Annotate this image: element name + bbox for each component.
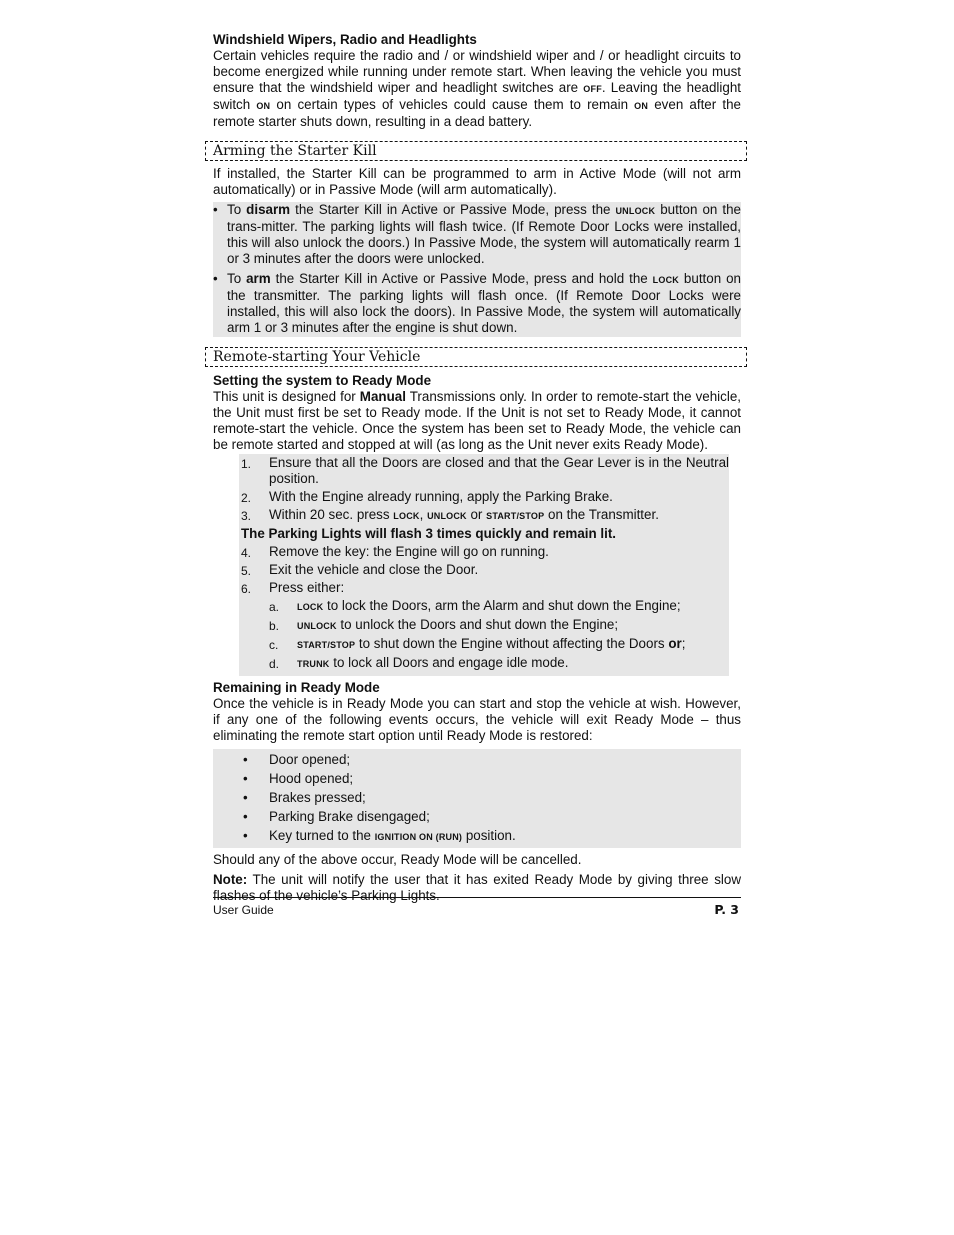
list-item-step-3 — [239, 507, 729, 524]
event-text: Key turned to the — [269, 828, 375, 843]
event-text: Parking Brake disengaged; — [269, 809, 430, 824]
section-title-starter-kill: Arming the Starter Kill — [205, 141, 747, 161]
starter-kill-bullets — [213, 202, 741, 337]
ready-mode-paragraph — [213, 389, 741, 453]
option-letter: a. — [269, 600, 280, 614]
bullet-icon: • — [213, 271, 218, 286]
option-letter: c. — [269, 638, 279, 652]
list-item-option-a — [269, 598, 729, 615]
list-item-step-2 — [239, 489, 729, 505]
list-item-event — [213, 769, 741, 788]
step-text: Remove the key: the Engine will go on running. — [269, 544, 549, 559]
bullet-icon: • — [243, 828, 248, 843]
list-item-option-b — [269, 617, 729, 634]
event-text-end: position. — [462, 828, 516, 843]
arm-mid: the Starter Kill in Active or Passive Mode, press and hold the — [270, 271, 653, 286]
step-number: 3. — [241, 509, 252, 523]
disarm-pre: To — [227, 202, 247, 217]
step-text: Within 20 sec. press — [269, 507, 394, 522]
list-item-option-c — [269, 636, 729, 653]
bullet-icon: • — [243, 752, 248, 767]
wipers-heading: Windshield Wipers, Radio and Headlights — [213, 32, 477, 47]
list-item-arm — [213, 271, 741, 336]
lock-keyword: LOCK — [652, 275, 679, 285]
list-item-option-d — [269, 655, 729, 672]
arm-pre: To — [227, 271, 247, 286]
list-item-step-6 — [239, 580, 729, 672]
step-number: 4. — [241, 546, 252, 560]
option-letter: d. — [269, 657, 280, 671]
arm-post: button on the transmitter. The parking lights will flash once. (If Remote Door Locks were installed, this will also lock the doors). In Passive Mode, the system will automatically arm 1 or 3 minutes after the engine is shut down. — [227, 271, 741, 335]
off-keyword: OFF — [583, 84, 602, 94]
ignition-keyword: IGNITION ON (RUN) — [374, 832, 463, 842]
remain-heading: Remaining in Ready Mode — [213, 680, 380, 695]
option-letter: b. — [269, 619, 280, 633]
step-number: 1. — [241, 457, 252, 471]
start-stop-keyword: START/STOP — [486, 511, 545, 521]
disarm-post: button on the trans-mitter. The parking lights will flash twice. (If Remote Door Locks were installed, this will also unlock the doors.) In Passive Mode, the system will automatically rearm 1 or 3 minutes after the doors were unlocked. — [227, 202, 741, 266]
wipers-text-4: even after the remote starter shuts down, resulting in a dead battery. — [213, 97, 741, 129]
semicolon: ; — [681, 636, 686, 651]
unlock-keyword: UNLOCK — [615, 206, 656, 216]
bullet-icon: • — [243, 771, 248, 786]
list-item-step-4 — [239, 544, 729, 560]
section-title-remote-starting: Remote-starting Your Vehicle — [205, 347, 747, 367]
wipers-text-1: Certain vehicles require the radio and / or windshield wiper and / or headlight circuits to become energized while running under remote start. When leaving the vehicle you must ensure that the windshield wiper and headlight switches are — [213, 48, 741, 95]
arm-bold: arm — [246, 271, 271, 286]
bullet-icon: • — [213, 202, 218, 217]
flash-note: The Parking Lights will flash 3 times quickly and remain lit. — [241, 526, 617, 541]
remain-paragraph: Once the vehicle is in Ready Mode you can start and stop the vehicle at wish. However, if any one of the following events occurs, the vehicle will exit Ready Mode – thus eliminating the remote start option until Ready Mode is restored: — [213, 696, 741, 743]
option-text: to shut down the Engine without affecting the Doors — [355, 636, 669, 651]
on-keyword: ON — [634, 101, 649, 111]
lock-keyword: LOCK — [393, 511, 420, 521]
page-number: P. 3 — [714, 902, 739, 917]
lock-keyword: LOCK — [297, 602, 324, 612]
exit-events-list — [213, 749, 741, 848]
start-stop-keyword: START/STOP — [297, 640, 356, 650]
list-item-step-5 — [239, 562, 729, 578]
list-item-disarm — [213, 202, 741, 267]
event-text: Brakes pressed; — [269, 790, 366, 805]
footer-title: User Guide — [213, 903, 274, 917]
ready-mode-steps — [239, 454, 729, 676]
unlock-keyword: UNLOCK — [297, 621, 337, 631]
cancel-paragraph: Should any of the above occur, Ready Mode will be cancelled. — [213, 852, 582, 867]
list-item-step-1 — [239, 455, 729, 487]
unlock-keyword: UNLOCK — [427, 511, 467, 521]
page-content — [213, 32, 741, 904]
list-item-event — [213, 807, 741, 826]
step-number: 5. — [241, 564, 252, 578]
wipers-text-3: on certain types of vehicles could cause them to remain — [270, 97, 635, 112]
step-text: Press either: — [269, 580, 345, 595]
disarm-mid: the Starter Kill in Active or Passive Mode, press the — [290, 202, 616, 217]
ready-bold: Manual — [359, 389, 406, 404]
ready-pre: This unit is designed for — [213, 389, 360, 404]
bullet-icon: • — [243, 790, 248, 805]
note-text: The unit will notify the user that it has exited Ready Mode by giving three slow flashes of the vehicle’s Parking Lights. — [213, 872, 741, 903]
ready-post: Transmissions only. In order to remote-start the vehicle, the Unit must first be set to Ready mode. If the Unit is not set to Ready Mode, it cannot remote-start the vehicle. Once the system has been set to Ready Mode, the vehicle can be remote started and stopped at will (as long as the Unit never exits Ready Mode). — [213, 389, 741, 452]
step-number: 6. — [241, 582, 252, 596]
starter-kill-intro: If installed, the Starter Kill can be programmed to arm in Active Mode (will not arm automatically) or in Passive Mode (will arm automatically). — [213, 166, 741, 197]
list-item-event — [213, 750, 741, 769]
disarm-bold: disarm — [246, 202, 291, 217]
option-text: to lock all Doors and engage idle mode. — [329, 655, 569, 670]
event-text: Door opened; — [269, 752, 351, 767]
step-text-end: on the Transmitter. — [544, 507, 659, 522]
or-text: or — [466, 507, 487, 522]
step-text: Exit the vehicle and close the Door. — [269, 562, 479, 577]
on-keyword: ON — [256, 101, 271, 111]
event-text: Hood opened; — [269, 771, 354, 786]
option-text: to unlock the Doors and shut down the Engine; — [336, 617, 619, 632]
bullet-icon: • — [243, 809, 248, 824]
trunk-keyword: TRUNK — [297, 659, 330, 669]
step-number: 2. — [241, 491, 252, 505]
wipers-paragraph — [213, 48, 741, 130]
list-item-event — [213, 826, 741, 847]
option-text: to lock the Doors, arm the Alarm and shut down the Engine; — [323, 598, 681, 613]
page-footer — [213, 897, 741, 917]
ready-mode-heading: Setting the system to Ready Mode — [213, 373, 432, 388]
or-bold: or — [668, 636, 682, 651]
step-text: With the Engine already running, apply the Parking Brake. — [269, 489, 613, 504]
note-label: Note: — [213, 872, 248, 887]
list-item-event — [213, 788, 741, 807]
comma: , — [419, 507, 428, 522]
step-text: Ensure that all the Doors are closed and that the Gear Lever is in the Neutral position. — [269, 455, 729, 486]
wipers-text-2: . Leaving the headlight switch — [213, 80, 741, 112]
